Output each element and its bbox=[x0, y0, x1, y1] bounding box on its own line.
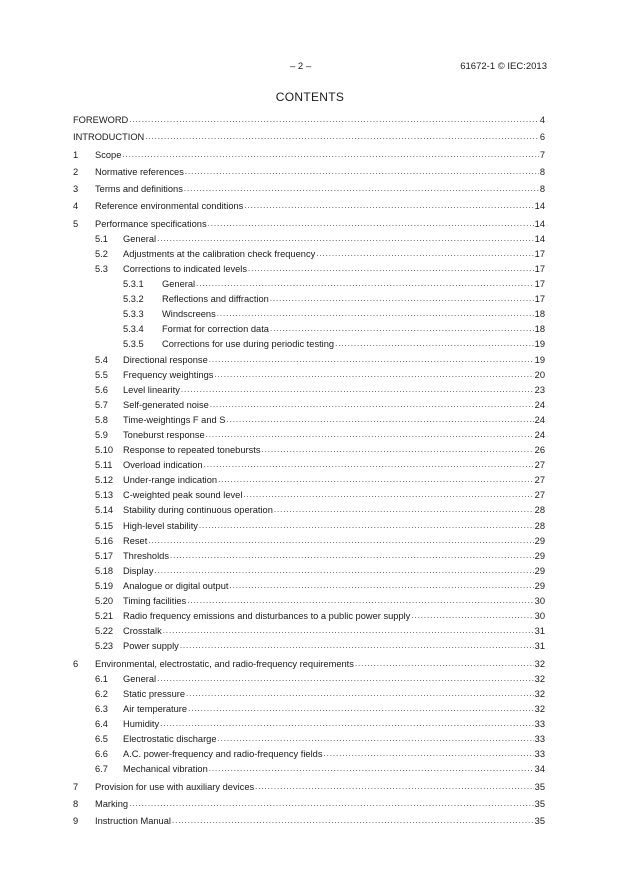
toc-entry-page: 27 bbox=[534, 460, 545, 471]
toc-entry-number: 6.7 bbox=[95, 764, 108, 775]
toc-entry[interactable] bbox=[73, 262, 545, 277]
dot-leader bbox=[157, 232, 534, 246]
toc-entry-number: 3 bbox=[73, 184, 79, 195]
toc-entry-line bbox=[162, 292, 545, 306]
toc-entry-title: Adjustments at the calibration check frequency bbox=[123, 248, 316, 259]
toc-entry-number: 5.12 bbox=[95, 475, 114, 486]
toc-entry-number: 5.15 bbox=[95, 520, 114, 531]
toc-entry[interactable] bbox=[73, 797, 545, 812]
toc-entry-number: 5.23 bbox=[95, 641, 114, 652]
toc-entry-page: 32 bbox=[534, 703, 545, 714]
toc-entry-line bbox=[162, 277, 545, 291]
toc-entry-page: 29 bbox=[534, 550, 545, 561]
page-header bbox=[0, 61, 620, 75]
toc-entry-page: 24 bbox=[534, 430, 545, 440]
toc-entry[interactable] bbox=[73, 672, 545, 687]
toc-entry-line bbox=[123, 473, 545, 487]
toc-entry-title: Mechanical vibration bbox=[123, 764, 208, 775]
toc-entry-title: Air temperature bbox=[123, 703, 188, 714]
dot-leader bbox=[187, 594, 533, 608]
toc-entry[interactable] bbox=[73, 609, 545, 624]
toc-entry[interactable] bbox=[73, 413, 545, 428]
toc-entry-page: 17 bbox=[534, 263, 545, 274]
toc-entry-line bbox=[123, 639, 545, 653]
toc-entry-page: 34 bbox=[534, 764, 545, 775]
toc-entry[interactable] bbox=[73, 398, 545, 413]
toc-entry-page: 14 bbox=[534, 201, 545, 212]
dot-leader bbox=[218, 473, 534, 487]
toc-entry-line bbox=[123, 534, 545, 548]
toc-entry-page: 31 bbox=[534, 641, 545, 652]
toc-entry-number: 5.3.5 bbox=[123, 339, 144, 350]
dot-leader bbox=[185, 165, 539, 179]
standard-reference: 61672-1 © IEC:2013 bbox=[460, 61, 547, 72]
toc-entry-number: 5.3.2 bbox=[123, 294, 144, 305]
toc-entry[interactable] bbox=[73, 277, 545, 292]
toc-entry-number: 6.2 bbox=[95, 688, 108, 699]
toc-entry-line bbox=[123, 609, 545, 623]
dot-leader bbox=[244, 199, 533, 213]
toc-entry-page: 14 bbox=[534, 218, 545, 229]
dot-leader bbox=[145, 130, 539, 144]
dot-leader bbox=[274, 503, 534, 517]
dot-leader bbox=[261, 443, 533, 457]
toc-entry-page: 4 bbox=[539, 115, 545, 125]
toc-entry[interactable] bbox=[73, 428, 545, 443]
toc-entry-title: Performance specifications bbox=[95, 218, 207, 229]
toc-entry-number: 5.3.3 bbox=[123, 309, 144, 320]
toc-entry-page: 33 bbox=[534, 734, 545, 745]
toc-entry-page: 14 bbox=[534, 233, 545, 244]
dot-leader bbox=[248, 262, 534, 276]
toc-entry[interactable] bbox=[73, 383, 545, 398]
dot-leader bbox=[157, 672, 534, 686]
toc-entry-title: Level linearity bbox=[123, 384, 180, 395]
dot-leader bbox=[154, 564, 533, 578]
toc-entry-page: 35 bbox=[534, 816, 545, 827]
toc-entry-page: 32 bbox=[534, 658, 545, 669]
toc-entry-number: 7 bbox=[73, 781, 79, 792]
toc-entry[interactable] bbox=[73, 503, 545, 518]
toc-entry-line bbox=[162, 307, 545, 321]
toc-entry-number: 5.16 bbox=[95, 535, 114, 546]
toc-entry-number: 6.1 bbox=[95, 673, 108, 684]
dot-leader bbox=[180, 639, 534, 653]
dot-leader bbox=[186, 687, 534, 701]
toc-entry-line bbox=[123, 383, 545, 397]
toc-entry-title: Reference environmental conditions bbox=[95, 201, 244, 212]
toc-entry-title: Normative references bbox=[95, 166, 184, 177]
toc-entry-title: Directional response bbox=[123, 354, 208, 365]
toc-entry[interactable] bbox=[73, 564, 545, 579]
toc-entry-number: 2 bbox=[73, 166, 79, 177]
dot-leader bbox=[188, 702, 534, 716]
dot-leader bbox=[255, 780, 534, 794]
toc-entry-line bbox=[95, 780, 545, 794]
toc-entry-page: 32 bbox=[534, 688, 545, 699]
toc-entry-line bbox=[123, 353, 545, 367]
page-number: – 2 – bbox=[290, 61, 312, 72]
toc-entry-line bbox=[123, 398, 545, 412]
toc-entry-title: Self-generated noise bbox=[123, 399, 209, 410]
dot-leader bbox=[172, 814, 534, 828]
contents-title: CONTENTS bbox=[275, 90, 345, 104]
toc-entry[interactable] bbox=[73, 165, 545, 180]
toc-entry-line bbox=[95, 165, 545, 179]
toc-entry[interactable] bbox=[73, 624, 545, 639]
toc-entry-line bbox=[123, 594, 545, 608]
toc-entry-number: 9 bbox=[73, 816, 79, 827]
toc-entry-page: 33 bbox=[534, 749, 545, 760]
toc-entry-title: Display bbox=[123, 565, 154, 576]
toc-entry-number: 5.3.1 bbox=[123, 279, 144, 290]
toc-entry[interactable] bbox=[73, 579, 545, 594]
toc-entry[interactable] bbox=[73, 732, 545, 747]
dot-leader bbox=[199, 519, 534, 533]
toc-entry-page: 20 bbox=[534, 369, 545, 380]
toc-entry-title: Response to repeated tonebursts bbox=[123, 445, 261, 456]
toc-entry-number: 8 bbox=[73, 798, 79, 809]
dot-leader bbox=[206, 428, 534, 442]
toc-entry-line bbox=[123, 747, 545, 761]
toc-entry-title: Timing facilities bbox=[123, 596, 187, 607]
toc-entry-title: Power supply bbox=[123, 641, 179, 652]
toc-entry[interactable] bbox=[73, 639, 545, 654]
toc-entry-page: 31 bbox=[534, 626, 545, 637]
toc-entry[interactable] bbox=[73, 519, 545, 534]
toc-entry-line bbox=[123, 262, 545, 276]
toc-entry-number: 5.13 bbox=[95, 490, 114, 501]
toc-entry-title: Radio frequency emissions and disturbances to a public power supply bbox=[123, 611, 411, 622]
toc-entry-title: Humidity bbox=[123, 718, 160, 729]
toc-entry-page: 26 bbox=[534, 445, 545, 456]
toc-entry-title: Under-range indication bbox=[123, 475, 218, 486]
toc-entry[interactable] bbox=[73, 307, 545, 322]
table-of-contents bbox=[73, 113, 545, 829]
toc-entry-line bbox=[162, 322, 545, 336]
dot-leader bbox=[411, 609, 533, 623]
toc-entry-page: 24 bbox=[534, 399, 545, 410]
toc-entry-number: 6.3 bbox=[95, 703, 108, 714]
toc-entry-title: FOREWORD bbox=[73, 115, 129, 125]
toc-entry-title: Toneburst response bbox=[123, 430, 205, 440]
toc-entry-title: High-level stability bbox=[123, 520, 198, 531]
toc-entry-number: 5.8 bbox=[95, 414, 108, 425]
toc-entry[interactable] bbox=[73, 473, 545, 488]
toc-entry-line bbox=[123, 428, 545, 442]
toc-entry[interactable] bbox=[73, 594, 545, 609]
toc-entry[interactable] bbox=[73, 182, 545, 197]
toc-entry-line bbox=[123, 579, 545, 593]
toc-entry-number: 5.10 bbox=[95, 445, 114, 456]
toc-entry-number: 5.4 bbox=[95, 354, 108, 365]
toc-entry-line bbox=[123, 564, 545, 578]
dot-leader bbox=[204, 458, 534, 472]
toc-entry-title: General bbox=[123, 233, 157, 244]
toc-entry-line bbox=[95, 217, 545, 231]
dot-leader bbox=[196, 277, 534, 291]
toc-entry-number: 6.5 bbox=[95, 734, 108, 745]
toc-entry-title: Scope bbox=[95, 149, 122, 160]
toc-entry-title: Electrostatic discharge bbox=[123, 734, 217, 745]
toc-entry-number: 5.20 bbox=[95, 596, 114, 607]
toc-entry-title: C-weighted peak sound level bbox=[123, 490, 243, 501]
toc-entry-title: A.C. power-frequency and radio-frequency fields bbox=[123, 749, 323, 760]
toc-entry[interactable] bbox=[73, 353, 545, 368]
toc-entry-title: Provision for use with auxiliary devices bbox=[95, 781, 255, 792]
toc-entry-title: Environmental, electrostatic, and radio-frequency requirements bbox=[95, 658, 354, 669]
toc-entry-number: 5.14 bbox=[95, 505, 114, 516]
toc-entry-number: 5.21 bbox=[95, 611, 114, 622]
toc-entry-number: 5.18 bbox=[95, 565, 114, 576]
toc-entry-line bbox=[162, 337, 545, 351]
dot-leader bbox=[129, 797, 534, 811]
toc-entry-line bbox=[123, 247, 545, 261]
dot-leader bbox=[209, 762, 534, 776]
dot-leader bbox=[323, 747, 533, 761]
toc-entry-line bbox=[123, 413, 545, 427]
dot-leader bbox=[270, 292, 534, 306]
toc-entry[interactable] bbox=[73, 702, 545, 717]
toc-entry-page: 32 bbox=[534, 673, 545, 684]
toc-entry-line bbox=[123, 762, 545, 776]
toc-entry-title: INTRODUCTION bbox=[73, 132, 145, 143]
toc-entry[interactable] bbox=[73, 717, 545, 732]
toc-entry-page: 19 bbox=[534, 339, 545, 350]
toc-entry-number: 5.9 bbox=[95, 430, 108, 440]
toc-entry-line bbox=[123, 624, 545, 638]
toc-entry-line bbox=[123, 549, 545, 563]
toc-entry[interactable] bbox=[73, 292, 545, 307]
dot-leader bbox=[218, 732, 534, 746]
dot-leader bbox=[209, 353, 534, 367]
toc-entry-page: 30 bbox=[534, 596, 545, 607]
toc-entry-line bbox=[123, 687, 545, 701]
dot-leader bbox=[226, 413, 533, 427]
toc-entry-page: 18 bbox=[534, 324, 545, 335]
dot-leader bbox=[184, 182, 539, 196]
toc-entry[interactable] bbox=[73, 458, 545, 473]
toc-entry-page: 28 bbox=[534, 520, 545, 531]
toc-entry-line bbox=[123, 232, 545, 246]
toc-entry-number: 1 bbox=[73, 149, 79, 160]
dot-leader bbox=[170, 549, 534, 563]
toc-entry-number: 5.11 bbox=[95, 460, 113, 471]
dot-leader bbox=[208, 217, 534, 231]
toc-entry-title: Reflections and diffraction bbox=[162, 294, 269, 305]
toc-entry[interactable] bbox=[73, 247, 545, 262]
toc-entry-page: 30 bbox=[534, 611, 545, 622]
toc-entry-page: 8 bbox=[539, 184, 545, 195]
toc-entry-title: Corrections to indicated levels bbox=[123, 263, 248, 274]
toc-entry[interactable] bbox=[73, 443, 545, 458]
toc-entry-line bbox=[95, 148, 545, 162]
toc-entry-number: 5.17 bbox=[95, 550, 114, 561]
toc-entry-title: General bbox=[162, 279, 196, 290]
toc-entry-number: 5.3 bbox=[95, 263, 108, 274]
toc-entry-title: Windscreens bbox=[162, 309, 216, 320]
dot-leader bbox=[210, 398, 534, 412]
toc-entry-title: Analogue or digital output bbox=[123, 580, 229, 591]
dot-leader bbox=[316, 247, 533, 261]
toc-entry[interactable] bbox=[73, 657, 545, 672]
toc-entry[interactable] bbox=[73, 488, 545, 503]
dot-leader bbox=[163, 624, 534, 638]
toc-entry-page: 7 bbox=[539, 149, 545, 160]
toc-entry-number: 5.3.4 bbox=[123, 324, 144, 335]
toc-entry[interactable] bbox=[73, 368, 545, 383]
toc-entry-title: Overload indication bbox=[123, 460, 203, 471]
toc-entry-title: Format for correction data bbox=[162, 324, 269, 335]
toc-entry-line bbox=[123, 702, 545, 716]
toc-entry-line bbox=[123, 368, 545, 382]
toc-entry-page: 8 bbox=[539, 166, 545, 177]
toc-entry-title: Thresholds bbox=[123, 550, 169, 561]
toc-entry-line bbox=[123, 519, 545, 533]
toc-entry[interactable] bbox=[73, 199, 545, 214]
toc-entry-title: Corrections for use during periodic testing bbox=[162, 339, 335, 350]
toc-entry-number: 6.6 bbox=[95, 749, 108, 760]
toc-entry-line bbox=[95, 182, 545, 196]
toc-entry-number: 6 bbox=[73, 658, 79, 669]
toc-entry-page: 17 bbox=[534, 248, 545, 259]
toc-entry-title: Marking bbox=[95, 798, 129, 809]
toc-entry[interactable] bbox=[73, 762, 545, 777]
dot-leader bbox=[160, 717, 533, 731]
toc-entry[interactable] bbox=[73, 780, 545, 795]
toc-entry[interactable] bbox=[73, 747, 545, 762]
dot-leader bbox=[355, 657, 534, 671]
toc-entry-line bbox=[123, 717, 545, 731]
toc-entry-title: General bbox=[123, 673, 157, 684]
toc-entry[interactable] bbox=[73, 549, 545, 564]
toc-entry-page: 28 bbox=[534, 505, 545, 516]
toc-entry-page: 27 bbox=[534, 490, 545, 501]
toc-entry-page: 17 bbox=[534, 294, 545, 305]
toc-entry[interactable] bbox=[73, 534, 545, 549]
toc-entry-page: 29 bbox=[534, 580, 545, 591]
dot-leader bbox=[129, 113, 539, 127]
toc-entry-title: Instruction Manual bbox=[95, 816, 171, 827]
toc-entry-number: 5.5 bbox=[95, 369, 108, 380]
toc-entry-number: 5.1 bbox=[95, 233, 108, 244]
toc-entry-page: 23 bbox=[534, 384, 545, 395]
dot-leader bbox=[181, 383, 534, 397]
toc-entry-number: 5 bbox=[73, 218, 79, 229]
toc-entry-number: 5.19 bbox=[95, 580, 114, 591]
toc-entry-line bbox=[123, 458, 545, 472]
toc-entry-title: Frequency weightings bbox=[123, 369, 214, 380]
toc-entry[interactable] bbox=[73, 217, 545, 232]
toc-entry[interactable] bbox=[73, 148, 545, 163]
toc-entry-line bbox=[95, 199, 545, 213]
toc-entry-line bbox=[95, 657, 545, 671]
toc-entry-page: 35 bbox=[534, 798, 545, 809]
toc-entry[interactable] bbox=[73, 814, 545, 829]
toc-entry-title: Stability during continuous operation bbox=[123, 505, 273, 516]
toc-entry[interactable] bbox=[73, 322, 545, 337]
toc-entry-line bbox=[73, 113, 545, 127]
toc-entry-title: Time-weightings F and S bbox=[123, 414, 226, 425]
dot-leader bbox=[214, 368, 533, 382]
toc-entry[interactable] bbox=[73, 113, 545, 128]
toc-entry-page: 18 bbox=[534, 309, 545, 320]
dot-leader bbox=[148, 534, 533, 548]
dot-leader bbox=[335, 337, 534, 351]
dot-leader bbox=[270, 322, 534, 336]
dot-leader bbox=[243, 488, 533, 502]
toc-entry-title: Terms and definitions bbox=[95, 184, 183, 195]
toc-entry-line bbox=[123, 672, 545, 686]
toc-entry-page: 29 bbox=[534, 535, 545, 546]
toc-entry-number: 5.22 bbox=[95, 626, 114, 637]
toc-entry-page: 33 bbox=[534, 718, 545, 729]
dot-leader bbox=[217, 307, 534, 321]
toc-entry[interactable] bbox=[73, 687, 545, 702]
toc-entry-page: 27 bbox=[534, 475, 545, 486]
toc-entry-line bbox=[123, 732, 545, 746]
dot-leader bbox=[122, 148, 538, 162]
toc-entry[interactable] bbox=[73, 130, 545, 145]
toc-entry-number: 5.7 bbox=[95, 399, 108, 410]
toc-entry-number: 5.6 bbox=[95, 384, 108, 395]
toc-entry-number: 4 bbox=[73, 201, 79, 212]
toc-entry[interactable] bbox=[73, 232, 545, 247]
toc-entry-number: 6.4 bbox=[95, 718, 108, 729]
dot-leader bbox=[229, 579, 533, 593]
toc-entry-page: 17 bbox=[534, 279, 545, 290]
toc-entry-page: 24 bbox=[534, 414, 545, 425]
toc-entry-page: 6 bbox=[539, 132, 545, 143]
toc-entry-line bbox=[73, 130, 545, 144]
toc-entry-page: 29 bbox=[534, 565, 545, 576]
toc-entry-title: Static pressure bbox=[123, 688, 186, 699]
toc-entry-line bbox=[123, 443, 545, 457]
toc-entry-line bbox=[95, 797, 545, 811]
toc-entry-number: 5.2 bbox=[95, 248, 108, 259]
toc-entry-line bbox=[95, 814, 545, 828]
toc-entry-page: 35 bbox=[534, 781, 545, 792]
toc-entry-line bbox=[123, 488, 545, 502]
toc-entry-line bbox=[123, 503, 545, 517]
toc-entry[interactable] bbox=[73, 337, 545, 352]
toc-entry-title: Reset bbox=[123, 535, 148, 546]
toc-entry-page: 19 bbox=[534, 354, 545, 365]
toc-entry-title: Crosstalk bbox=[123, 626, 162, 637]
